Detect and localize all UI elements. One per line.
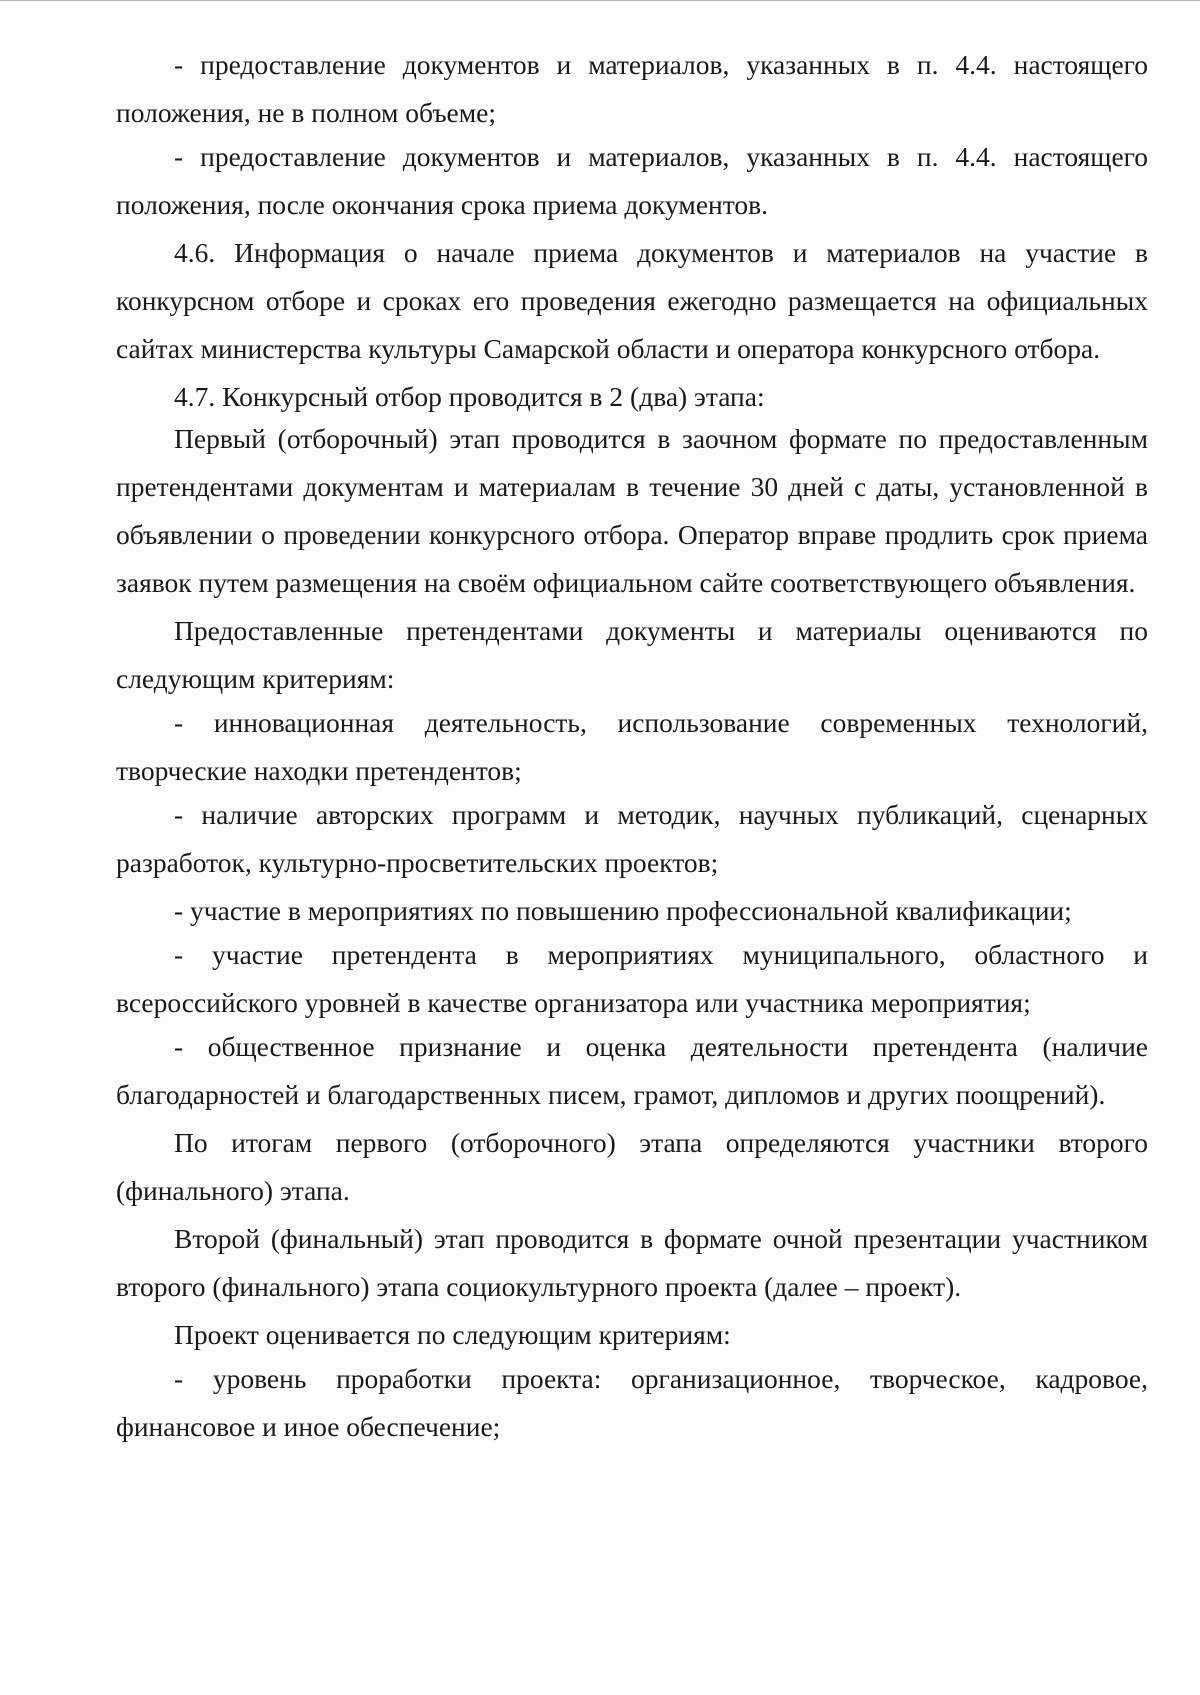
criterion-recognition: - общественное признание и оценка деятельности претендента (наличие благодарностей и благодарственных писем, грамот, дипломов и других поощрений). [116,1031,1148,1110]
paragraph-4-7: 4.7. Конкурсный отбор проводится в 2 (два) этапа: [174,381,765,412]
criterion-innovation: - инновационная деятельность, использование современных технологий, творческие находки претендентов; [116,707,1148,786]
paragraph-criteria-intro: Предоставленные претендентами документы и материалы оцениваются по следующим критериям: [116,615,1148,694]
criterion-project-level: - уровень проработки проекта: организационное, творческое, кадровое, финансовое и иное обеспечение; [116,1363,1148,1442]
paragraph-second-stage: Второй (финальный) этап проводится в формате очной презентации участником второго (финального) этапа социокультурного проекта (далее – проект). [116,1223,1148,1302]
criterion-qualification: - участие в мероприятиях по повышению профессиональной квалификации; [174,895,1072,926]
criterion-programs: - наличие авторских программ и методик, научных публикаций, сценарных разработок, культурно-просветительских проектов; [116,799,1148,878]
criterion-events: - участие претендента в мероприятиях муниципального, областного и всероссийского уровней в качестве организатора или участника мероприятия; [116,939,1148,1018]
paragraph-4-6: 4.6. Информация о начале приема документов и материалов на участие в конкурсном отборе и сроках его проведения ежегодно размещается на официальных сайтах министерства культуры Самарской области и оператора конкурсного отбора. [116,237,1148,364]
paragraph-project-criteria: Проект оценивается по следующим критериям: [174,1319,731,1350]
document-body [116,41,1148,1451]
paragraph-incomplete-docs: - предоставление документов и материалов, указанных в п. 4.4. настоящего положения, не в полном объеме; [116,49,1148,128]
paragraph-first-stage: Первый (отборочный) этап проводится в заочном формате по предоставленным претендентами документам и материалам в течение 30 дней с даты, установленной в объявлении о проведении конкурсного отбора. Оператор вправе продлить срок приема заявок путем размещения на своём официальном сайте соответствующего объявления. [116,423,1148,598]
paragraph-late-docs: - предоставление документов и материалов, указанных в п. 4.4. настоящего положения, после окончания срока приема документов. [116,141,1148,220]
paragraph-first-stage-results: По итогам первого (отборочного) этапа определяются участники второго (финального) этапа. [116,1127,1148,1206]
